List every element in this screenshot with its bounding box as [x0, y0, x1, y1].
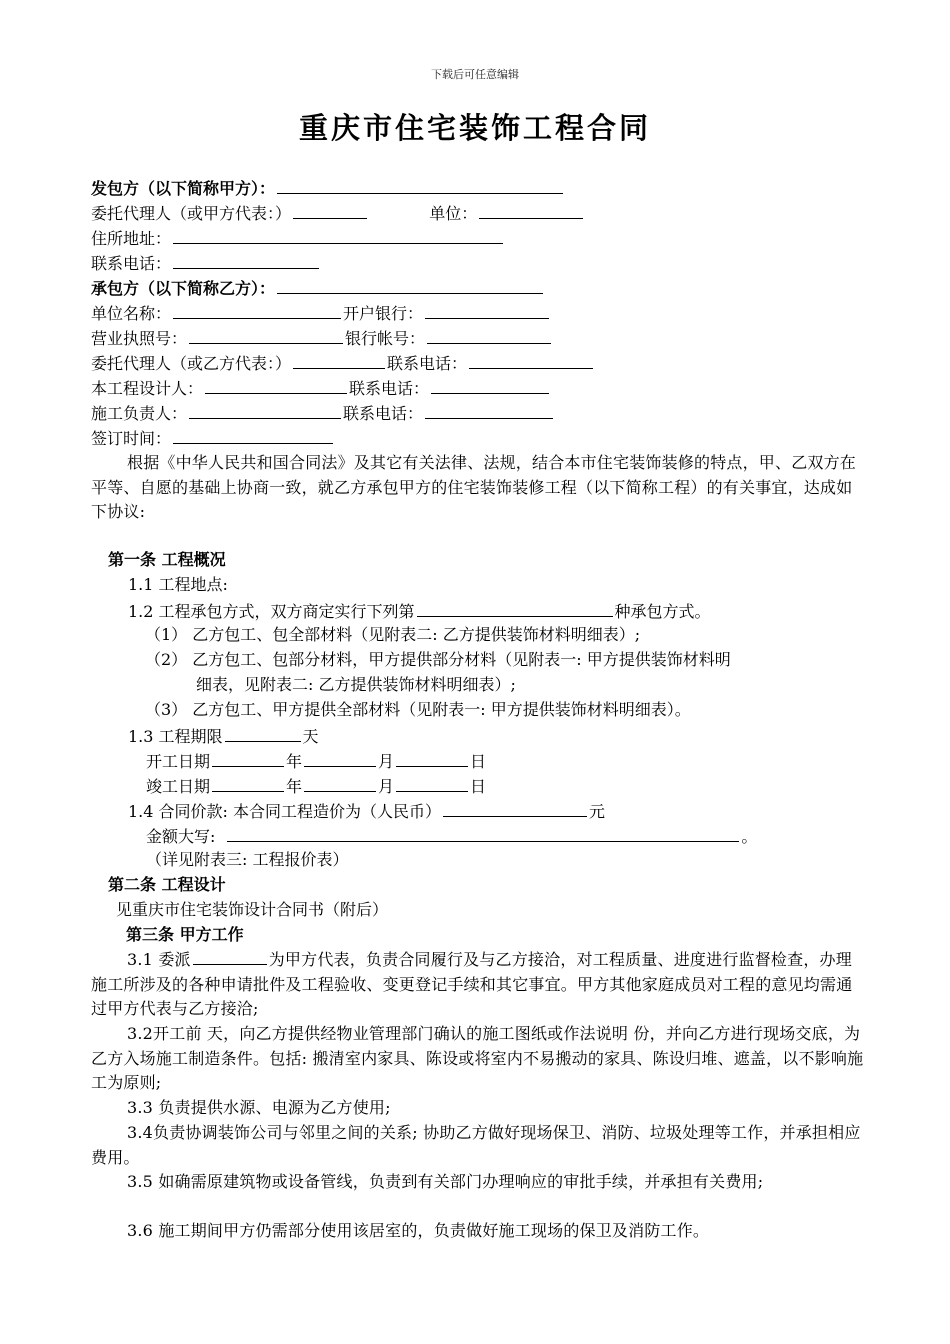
- detail-note: （详见附表三: 工程报价表）: [146, 850, 349, 869]
- start-label: 开工日期: [146, 752, 211, 771]
- s3-2: 3.2开工前 天，向乙方提供经物业管理部门确认的施工图纸或作法说明 份，并向乙方进行现场交底，为乙方入场施工制造条件。包括: 搬清室内家具、陈设或将室内不易搬动的家具、陈设归堆、遮盖，以不影响施工为原则;: [91, 1024, 864, 1092]
- license-line: [91, 327, 553, 349]
- s1-4: [128, 800, 605, 822]
- end-month: 月: [378, 777, 395, 796]
- s1-3-text: 1.3 工程期限: [128, 727, 223, 746]
- end-year: 年: [286, 777, 303, 796]
- s1-1: 1.1 工程地点:: [128, 575, 228, 594]
- contact-phone-label: 联系电话：: [387, 354, 468, 373]
- s3-4: 3.4负责协调装饰公司与邻里之间的关系; 协助乙方做好现场保卫、消防、垃圾处理等工作，并承担相应费用。: [91, 1123, 861, 1167]
- s3-1-blank: [193, 948, 267, 965]
- sign-time-blank: [173, 427, 333, 444]
- s1-3-suffix: 天: [302, 727, 319, 746]
- s1-3-blank: [225, 725, 301, 742]
- page-title: 重庆市住宅装饰工程合同: [298, 111, 651, 145]
- address-line: [91, 227, 505, 249]
- s1-4-suffix: 元: [589, 802, 606, 821]
- s1-2: [128, 600, 711, 622]
- start-day: 日: [470, 752, 487, 771]
- s3-1: [91, 948, 867, 1022]
- sign-time-line: [91, 427, 335, 449]
- phone-line: [91, 252, 321, 274]
- contractor-agent-blank: [293, 352, 385, 369]
- option-2: （2） 乙方包工、包部分材料，甲方提供部分材料（见附表一: 甲方提供装饰材料明: [145, 650, 731, 669]
- designer-phone-label: 联系电话：: [349, 379, 430, 398]
- bank-blank: [425, 302, 549, 319]
- s1-2-blank: [417, 600, 613, 617]
- owner-agent-blank: [293, 202, 367, 219]
- designer-blank: [205, 377, 347, 394]
- account-blank: [427, 327, 551, 344]
- manager-label: 施工负责人：: [91, 404, 188, 423]
- unit-blank: [479, 202, 583, 219]
- s1-3: [128, 725, 319, 747]
- designer-line: [91, 377, 551, 399]
- designer-label: 本工程设计人：: [91, 379, 204, 398]
- start-year: 年: [286, 752, 303, 771]
- end-year-blank: [212, 775, 284, 792]
- owner-agent-line: [91, 202, 585, 224]
- s3-1-body: 为甲方代表，负责合同履行及与乙方接洽，对工程质量、进度进行监督检查，办理施工所涉及的各种申请批件及工程验收、变更登记手续和其它事宜。甲方其他家庭成员对工程的意见均需通过甲方代表与乙方接洽;: [91, 950, 853, 1018]
- option-3: （3） 乙方包工、甲方提供全部材料（见附表一: 甲方提供装饰材料明细表）。: [145, 700, 691, 719]
- amount-end: 。: [741, 827, 758, 846]
- license-blank: [189, 327, 343, 344]
- owner-blank: [277, 177, 563, 194]
- phone-blank: [173, 252, 319, 269]
- amount-line: [146, 825, 757, 847]
- s3-3: 3.3 负责提供水源、电源为乙方使用;: [127, 1098, 391, 1117]
- contractor-agent-line: [91, 352, 595, 374]
- amount-label: 金额大写:: [146, 827, 216, 846]
- unit-name-label: 单位名称：: [91, 304, 172, 323]
- article3-heading: 第三条 甲方工作: [126, 925, 244, 944]
- owner-agent-label: 委托代理人（或甲方代表：）: [91, 204, 292, 223]
- account-label: 银行帐号：: [345, 329, 426, 348]
- contractor-blank: [277, 277, 543, 294]
- start-year-blank: [212, 750, 284, 767]
- unit-name-line: [91, 302, 551, 324]
- s1-2-text: 1.2 工程承包方式，双方商定实行下列第: [128, 602, 415, 621]
- article1-heading: 第一条 工程概况: [108, 550, 226, 569]
- end-day-blank: [396, 775, 468, 792]
- owner-line: [91, 177, 565, 199]
- end-month-blank: [304, 775, 376, 792]
- sign-time-label: 签订时间：: [91, 429, 172, 448]
- start-month: 月: [378, 752, 395, 771]
- license-label: 营业执照号：: [91, 329, 188, 348]
- option-1: （1） 乙方包工、包全部材料（见附表二: 乙方提供装饰材料明细表）;: [145, 625, 641, 644]
- unit-label: 单位：: [429, 204, 478, 223]
- start-month-blank: [304, 750, 376, 767]
- s1-4-text: 1.4 合同价款: 本合同工程造价为（人民币）: [128, 802, 442, 821]
- unit-name-blank: [173, 302, 341, 319]
- manager-phone-label: 联系电话：: [343, 404, 424, 423]
- manager-phone-blank: [425, 402, 553, 419]
- contractor-label: 承包方（以下简称乙方）：: [91, 279, 276, 298]
- article2-text: 见重庆市住宅装饰设计合同书（附后）: [116, 900, 389, 919]
- price-blank: [443, 800, 587, 817]
- phone-label: 联系电话：: [91, 254, 172, 273]
- s3-5: 3.5 如确需原建筑物或设备管线，负责到有关部门办理响应的审批手续，并承担有关费用;: [127, 1172, 764, 1191]
- amount-blank: [227, 825, 739, 842]
- owner-label: 发包方（以下简称甲方）：: [91, 179, 276, 198]
- address-label: 住所地址：: [91, 229, 172, 248]
- s3-6: 3.6 施工期间甲方仍需部分使用该居室的，负责做好施工现场的保卫及消防工作。: [127, 1221, 710, 1240]
- manager-blank: [189, 402, 341, 419]
- header-note: 下载后可任意编辑: [431, 68, 519, 81]
- option-2-cont: 细表，见附表二: 乙方提供装饰材料明细表）;: [196, 675, 516, 694]
- start-date: [146, 750, 486, 772]
- s3-1-text: 3.1 委派: [127, 950, 191, 969]
- start-day-blank: [396, 750, 468, 767]
- intro-paragraph: 根据《中华人民共和国合同法》及其它有关法律、法规，结合本市住宅装饰装修的特点，甲、乙双方在平等、自愿的基础上协商一致，就乙方承包甲方的住宅装饰装修工程（以下简称工程）的有关事宜，达成如下协议:: [91, 453, 857, 521]
- bank-label: 开户银行：: [343, 304, 424, 323]
- article2-heading: 第二条 工程设计: [108, 875, 226, 894]
- designer-phone-blank: [431, 377, 549, 394]
- address-blank: [173, 227, 503, 244]
- s1-2-suffix: 种承包方式。: [614, 602, 711, 621]
- contractor-line: [91, 277, 545, 299]
- contact-phone-blank: [469, 352, 593, 369]
- end-day: 日: [470, 777, 487, 796]
- end-date: [146, 775, 486, 797]
- contractor-agent-label: 委托代理人（或乙方代表：）: [91, 354, 292, 373]
- manager-line: [91, 402, 555, 424]
- end-label: 竣工日期: [146, 777, 211, 796]
